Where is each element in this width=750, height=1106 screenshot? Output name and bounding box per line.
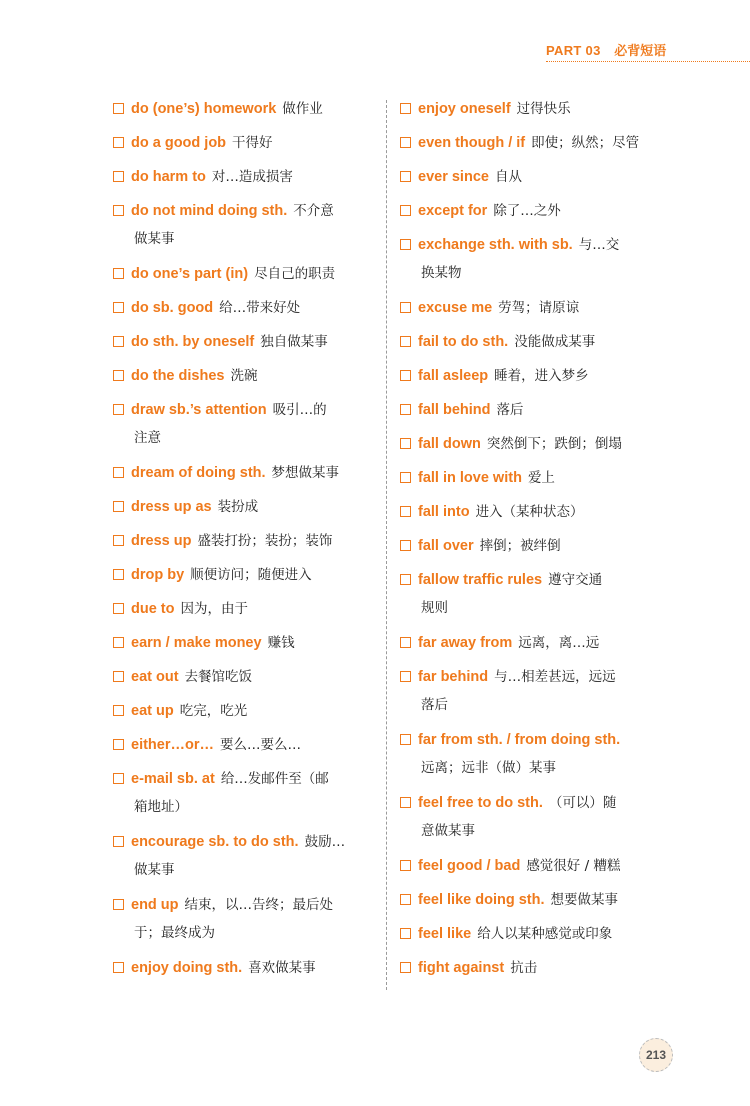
phrase-chinese: 梦想做某事 — [271, 465, 340, 481]
phrase-english: do sb. good — [131, 300, 214, 316]
checkbox[interactable] — [113, 671, 124, 682]
phrase-line — [400, 433, 665, 453]
column-divider — [386, 100, 387, 990]
phrase-chinese: 即使；纵然；尽管 — [531, 135, 640, 151]
phrase-line — [400, 467, 665, 487]
checkbox[interactable] — [113, 205, 124, 216]
phrase-entry — [400, 569, 665, 618]
checkbox[interactable] — [400, 734, 411, 745]
checkbox[interactable] — [113, 268, 124, 279]
phrase-english: earn / make money — [131, 635, 262, 651]
phrase-english: excuse me — [418, 300, 493, 316]
checkbox[interactable] — [113, 501, 124, 512]
phrase-chinese: 给…发邮件至（邮 — [220, 771, 329, 787]
phrase-chinese-continued: 于；最终成为 — [134, 925, 215, 941]
phrase-entry — [400, 666, 665, 715]
phrase-chinese: 吸引…的 — [272, 402, 327, 418]
phrase-line — [400, 200, 665, 220]
phrase-entry — [113, 530, 378, 550]
phrase-english: either…or… — [131, 737, 214, 753]
checkbox[interactable] — [113, 773, 124, 784]
phrase-line — [400, 666, 665, 686]
checkbox[interactable] — [400, 404, 411, 415]
phrase-english: do the dishes — [131, 368, 225, 384]
phrase-english: dress up as — [131, 499, 212, 515]
phrase-english: far from sth. / from doing sth. — [418, 732, 621, 748]
checkbox[interactable] — [113, 467, 124, 478]
checkbox[interactable] — [400, 472, 411, 483]
phrase-chinese: 顺便访问；随便进入 — [190, 567, 312, 583]
phrase-chinese-continued: 规则 — [421, 600, 448, 616]
phrase-line — [113, 331, 378, 351]
phrase-english: dress up — [131, 533, 192, 549]
phrase-chinese: 想要做某事 — [550, 892, 618, 908]
phrase-chinese: 远离，离…远 — [518, 635, 600, 651]
phrase-entry — [113, 894, 378, 943]
phrase-line — [400, 889, 665, 909]
phrase-chinese: 落后 — [496, 402, 524, 418]
phrase-chinese: （可以）随 — [548, 795, 617, 811]
phrase-entry — [400, 632, 665, 652]
phrase-line — [113, 564, 378, 584]
checkbox[interactable] — [400, 137, 411, 148]
checkbox[interactable] — [400, 506, 411, 517]
right-column — [400, 98, 665, 991]
phrase-entry — [113, 200, 378, 249]
phrase-chinese-continued: 注意 — [134, 430, 161, 446]
phrase-line — [400, 331, 665, 351]
phrase-line — [113, 399, 378, 419]
phrase-english: feel free to do sth. — [418, 795, 543, 811]
phrase-english: fallow traffic rules — [418, 572, 543, 588]
phrase-english: do one’s part (in) — [131, 266, 249, 282]
phrase-entry — [400, 399, 665, 419]
phrase-chinese: 鼓励… — [304, 834, 346, 850]
phrase-english: do (one’s) homework — [131, 101, 277, 117]
phrase-chinese: 喜欢做某事 — [248, 960, 316, 976]
phrase-chinese: 睡着，进入梦乡 — [494, 368, 589, 384]
left-column — [113, 98, 378, 991]
phrase-line — [113, 200, 378, 220]
phrase-chinese-continued: 远离；远非（做）某事 — [421, 760, 556, 776]
phrase-line — [400, 365, 665, 385]
checkbox[interactable] — [113, 962, 124, 973]
phrase-english: fall asleep — [418, 368, 489, 384]
phrase-chinese: 突然倒下；跌倒；倒塌 — [486, 436, 622, 452]
phrase-line — [113, 632, 378, 652]
phrase-line — [400, 729, 665, 749]
phrase-chinese: 感觉很好 / 糟糕 — [526, 858, 621, 874]
checkbox[interactable] — [400, 962, 411, 973]
phrase-english: do a good job — [131, 135, 227, 151]
checkbox[interactable] — [400, 797, 411, 808]
checkbox[interactable] — [113, 171, 124, 182]
phrase-english: feel like — [418, 926, 472, 942]
checkbox[interactable] — [113, 739, 124, 750]
phrase-english: enjoy oneself — [418, 101, 511, 117]
phrase-line — [113, 598, 378, 618]
phrase-entry — [400, 855, 665, 875]
phrase-chinese: 自从 — [494, 169, 522, 185]
phrase-chinese-continued: 换某物 — [421, 265, 462, 281]
checkbox[interactable] — [113, 370, 124, 381]
phrase-chinese-continued: 做某事 — [134, 862, 175, 878]
phrase-line — [113, 462, 378, 482]
phrase-english: dream of doing sth. — [131, 465, 266, 481]
phrase-chinese: 去餐馆吃饭 — [184, 669, 253, 685]
checkbox[interactable] — [113, 137, 124, 148]
phrase-english: eat out — [131, 669, 179, 685]
section-title: 必背短语 — [614, 43, 667, 58]
phrase-entry — [113, 98, 378, 118]
phrase-english: fail to do sth. — [418, 334, 509, 350]
phrase-chinese: 洗碗 — [230, 368, 258, 384]
checkbox[interactable] — [113, 705, 124, 716]
phrase-line — [113, 166, 378, 186]
phrase-entry — [400, 98, 665, 118]
phrase-line — [400, 98, 665, 118]
phrase-line — [113, 530, 378, 550]
phrase-line — [113, 894, 378, 914]
phrase-entry — [400, 501, 665, 521]
phrase-chinese-continued: 做某事 — [134, 231, 175, 247]
phrase-chinese: 爱上 — [527, 470, 555, 486]
phrase-english: eat up — [131, 703, 174, 719]
phrase-line — [113, 132, 378, 152]
phrase-line — [400, 632, 665, 652]
checkbox[interactable] — [400, 574, 411, 585]
phrase-entry — [113, 132, 378, 152]
phrase-chinese: 遵守交通 — [548, 572, 603, 588]
checkbox[interactable] — [400, 370, 411, 381]
phrase-entry — [400, 467, 665, 487]
phrase-entry — [400, 365, 665, 385]
checkbox[interactable] — [400, 540, 411, 551]
phrase-chinese: 没能做成某事 — [514, 334, 596, 350]
phrase-line — [400, 132, 665, 152]
phrase-english: fall down — [418, 436, 481, 452]
phrase-english: do not mind doing sth. — [131, 203, 288, 219]
phrase-entry — [400, 200, 665, 220]
phrase-chinese: 盛装打扮；装扮；装饰 — [197, 533, 333, 549]
checkbox[interactable] — [400, 438, 411, 449]
phrase-entry — [113, 957, 378, 977]
phrase-entry — [113, 598, 378, 618]
phrase-line — [400, 792, 665, 812]
checkbox[interactable] — [113, 103, 124, 114]
phrase-entry — [113, 632, 378, 652]
phrase-line — [400, 923, 665, 943]
phrase-chinese: 不介意 — [293, 203, 334, 219]
phrase-line — [113, 700, 378, 720]
phrase-line — [400, 234, 665, 254]
phrase-line — [113, 297, 378, 317]
phrase-line — [113, 666, 378, 686]
phrase-entry — [400, 331, 665, 351]
phrase-entry — [400, 729, 665, 778]
phrase-entry — [400, 889, 665, 909]
phrase-english: even though / if — [418, 135, 526, 151]
phrase-chinese-continued: 意做某事 — [421, 823, 475, 839]
checkbox[interactable] — [113, 535, 124, 546]
phrase-entry — [113, 666, 378, 686]
phrase-entry — [400, 132, 665, 152]
checkbox[interactable] — [400, 894, 411, 905]
phrase-line — [113, 831, 378, 851]
phrase-line — [113, 957, 378, 977]
phrase-line — [400, 297, 665, 317]
phrase-line — [113, 263, 378, 283]
phrase-entry — [113, 399, 378, 448]
checkbox[interactable] — [400, 103, 411, 114]
phrase-line — [400, 855, 665, 875]
checkbox[interactable] — [113, 569, 124, 580]
phrase-line — [113, 98, 378, 118]
phrase-line — [400, 166, 665, 186]
phrase-line — [400, 399, 665, 419]
phrase-english: fight against — [418, 960, 505, 976]
phrase-english: fall behind — [418, 402, 491, 418]
phrase-chinese: 尽自己的职责 — [254, 266, 336, 282]
checkbox[interactable] — [400, 928, 411, 939]
phrase-entry — [113, 564, 378, 584]
phrase-chinese: 抗击 — [510, 960, 538, 976]
phrase-english: fall over — [418, 538, 474, 554]
phrase-english: do harm to — [131, 169, 206, 185]
page-header — [546, 40, 666, 59]
checkbox[interactable] — [113, 836, 124, 847]
phrase-chinese: 劳驾；请原谅 — [498, 300, 580, 316]
phrase-chinese-continued: 箱地址） — [134, 799, 188, 815]
part-label: PART 03 — [546, 43, 601, 58]
phrase-entry — [113, 263, 378, 283]
phrase-english: end up — [131, 897, 179, 913]
phrase-chinese: 与…交 — [578, 237, 620, 253]
phrase-entry — [400, 234, 665, 283]
phrase-chinese: 给…带来好处 — [219, 300, 301, 316]
phrase-chinese: 给人以某种感觉或印象 — [477, 926, 613, 942]
phrase-chinese: 干得好 — [232, 135, 273, 151]
phrase-entry — [400, 957, 665, 977]
phrase-chinese: 对…造成损害 — [211, 169, 293, 185]
checkbox[interactable] — [400, 239, 411, 250]
phrase-entry — [113, 166, 378, 186]
phrase-line — [113, 496, 378, 516]
phrase-chinese: 摔倒；被绊倒 — [479, 538, 561, 554]
phrase-english: far behind — [418, 669, 489, 685]
page-number: 213 — [639, 1038, 673, 1072]
phrase-chinese: 除了…之外 — [493, 203, 561, 219]
phrase-entry — [400, 792, 665, 841]
phrase-chinese: 要么…要么… — [220, 737, 301, 753]
checkbox[interactable] — [113, 302, 124, 313]
checkbox[interactable] — [400, 336, 411, 347]
checkbox[interactable] — [113, 336, 124, 347]
phrase-entry — [400, 923, 665, 943]
phrase-english: feel like doing sth. — [418, 892, 545, 908]
phrase-entry — [113, 831, 378, 880]
phrase-english: fall in love with — [418, 470, 522, 486]
phrase-line — [113, 768, 378, 788]
phrase-chinese: 独自做某事 — [260, 334, 328, 350]
phrase-line — [113, 365, 378, 385]
phrase-line — [113, 734, 378, 754]
phrase-english: feel good / bad — [418, 858, 521, 874]
phrase-entry — [113, 734, 378, 754]
checkbox[interactable] — [400, 637, 411, 648]
phrase-entry — [113, 462, 378, 482]
phrase-entry — [113, 768, 378, 817]
checkbox[interactable] — [113, 603, 124, 614]
phrase-chinese: 因为，由于 — [180, 601, 248, 617]
phrase-entry — [400, 166, 665, 186]
phrase-english: except for — [418, 203, 488, 219]
checkbox[interactable] — [113, 404, 124, 415]
header-dotted-rule — [546, 61, 750, 62]
phrase-line — [400, 569, 665, 589]
phrase-chinese: 与…相差甚远，远远 — [494, 669, 616, 685]
phrase-line — [400, 957, 665, 977]
phrase-chinese: 赚钱 — [267, 635, 295, 651]
phrase-english: ever since — [418, 169, 489, 185]
phrase-line — [400, 535, 665, 555]
phrase-entry — [113, 297, 378, 317]
phrase-entry — [113, 700, 378, 720]
phrase-chinese: 结束，以…告终；最后处 — [184, 897, 334, 913]
phrase-english: draw sb.’s attention — [131, 402, 267, 418]
checkbox[interactable] — [400, 171, 411, 182]
phrase-entry — [113, 365, 378, 385]
phrase-chinese: 装扮成 — [217, 499, 259, 515]
phrase-chinese: 进入（某种状态） — [475, 504, 584, 520]
phrase-entry — [400, 535, 665, 555]
phrase-chinese: 过得快乐 — [516, 101, 571, 117]
phrase-entry — [113, 331, 378, 351]
phrase-entry — [400, 297, 665, 317]
checkbox[interactable] — [400, 860, 411, 871]
phrase-english: drop by — [131, 567, 185, 583]
phrase-entry — [113, 496, 378, 516]
checkbox[interactable] — [113, 899, 124, 910]
phrase-line — [400, 501, 665, 521]
checkbox[interactable] — [400, 671, 411, 682]
phrase-chinese: 吃完，吃光 — [179, 703, 248, 719]
phrase-english: enjoy doing sth. — [131, 960, 243, 976]
phrase-english: fall into — [418, 504, 470, 520]
phrase-english: far away from — [418, 635, 513, 651]
checkbox[interactable] — [400, 205, 411, 216]
phrase-english: encourage sb. to do sth. — [131, 834, 299, 850]
checkbox[interactable] — [400, 302, 411, 313]
phrase-chinese-continued: 落后 — [421, 697, 448, 713]
phrase-english: due to — [131, 601, 175, 617]
checkbox[interactable] — [113, 637, 124, 648]
phrase-english: e-mail sb. at — [131, 771, 215, 787]
phrase-entry — [400, 433, 665, 453]
phrase-chinese: 做作业 — [282, 101, 323, 117]
phrase-english: exchange sth. with sb. — [418, 237, 573, 253]
phrase-english: do sth. by oneself — [131, 334, 255, 350]
